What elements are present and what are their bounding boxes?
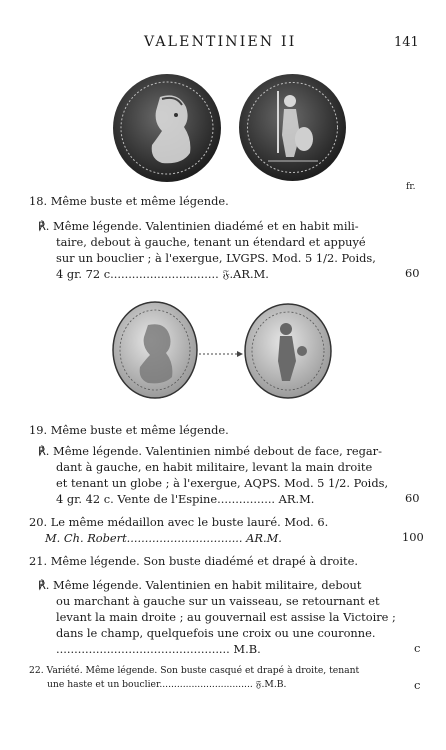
entry-19-line-5: 4 gr. 42 c. Vente de l'Espine................ AR.M. bbox=[56, 492, 315, 506]
entry-21-line-2: ℟. Même légende. Valentinien en habit militaire, debout bbox=[38, 578, 362, 592]
entry-19-line-1: 19. Même buste et même légende. bbox=[29, 423, 229, 437]
entry-21-line-3: ou marchant à gauche sur un vaisseau, se retournant et bbox=[56, 594, 380, 608]
arrow-connector-icon bbox=[199, 350, 244, 358]
coin-reverse-image bbox=[238, 73, 347, 182]
entry-20-line-2: M. Ch. Robert................................ AR.M. bbox=[45, 531, 282, 545]
entry-21-line-1: 21. Même légende. Son buste diadémé et drapé à droite. bbox=[29, 554, 358, 568]
running-title: VALENTINIEN II bbox=[144, 34, 297, 50]
entry-19-price: 60 bbox=[405, 491, 420, 505]
entry-22-price: c bbox=[414, 678, 421, 692]
entry-18-line-2: ℟. Même légende. Valentinien diadémé et en habit mili- bbox=[38, 219, 359, 233]
page-header bbox=[0, 34, 446, 54]
coin-obverse-image bbox=[112, 301, 198, 399]
entry-21-line-5: dans le champ, quelquefois une croix ou une couronne. bbox=[56, 626, 376, 640]
entry-19-line-3: dant à gauche, en habit militaire, levant la main droite bbox=[56, 460, 373, 474]
coin-reverse-image bbox=[244, 303, 332, 399]
entry-21-line-4: levant la main droite ; au gouvernail est assise la Victoire ; bbox=[56, 610, 396, 624]
page-number: 141 bbox=[394, 35, 419, 50]
entry-18-line-1: 18. Même buste et même légende. bbox=[29, 194, 229, 208]
column-label-fr: fr. bbox=[406, 182, 416, 192]
entry-18-line-4: sur un bouclier ; à l'exergue, LVGPS. Mod. 5 1/2. Poids, bbox=[56, 251, 376, 265]
entry-18-line-3: taire, debout à gauche, tenant un étendard et appuyé bbox=[56, 235, 366, 249]
entry-18-price: 60 bbox=[405, 266, 420, 280]
entry-21-price: c bbox=[414, 641, 421, 655]
entry-20-price: 100 bbox=[402, 530, 424, 544]
entry-22-line-1: 22. Variété. Même légende. Son buste casqué et drapé à droite, tenant bbox=[29, 665, 360, 676]
entry-19-line-4: et tenant un globe ; à l'exergue, AQPS. Mod. 5 1/2. Poids, bbox=[56, 476, 389, 490]
coin-obverse-image bbox=[112, 73, 222, 183]
entry-21-line-6: ................................................ M.B. bbox=[56, 642, 261, 656]
entry-19-line-2: ℟. Même légende. Valentinien nimbé debout de face, regar- bbox=[38, 444, 382, 458]
entry-22-line-2: une haste et un bouclier................................ 𝔉.M.B. bbox=[47, 679, 287, 690]
entry-20-line-1: 20. Le même médaillon avec le buste lauré. Mod. 6. bbox=[29, 515, 329, 529]
entry-18-line-5: 4 gr. 72 c.............................. 𝔉.AR.M. bbox=[56, 267, 269, 281]
